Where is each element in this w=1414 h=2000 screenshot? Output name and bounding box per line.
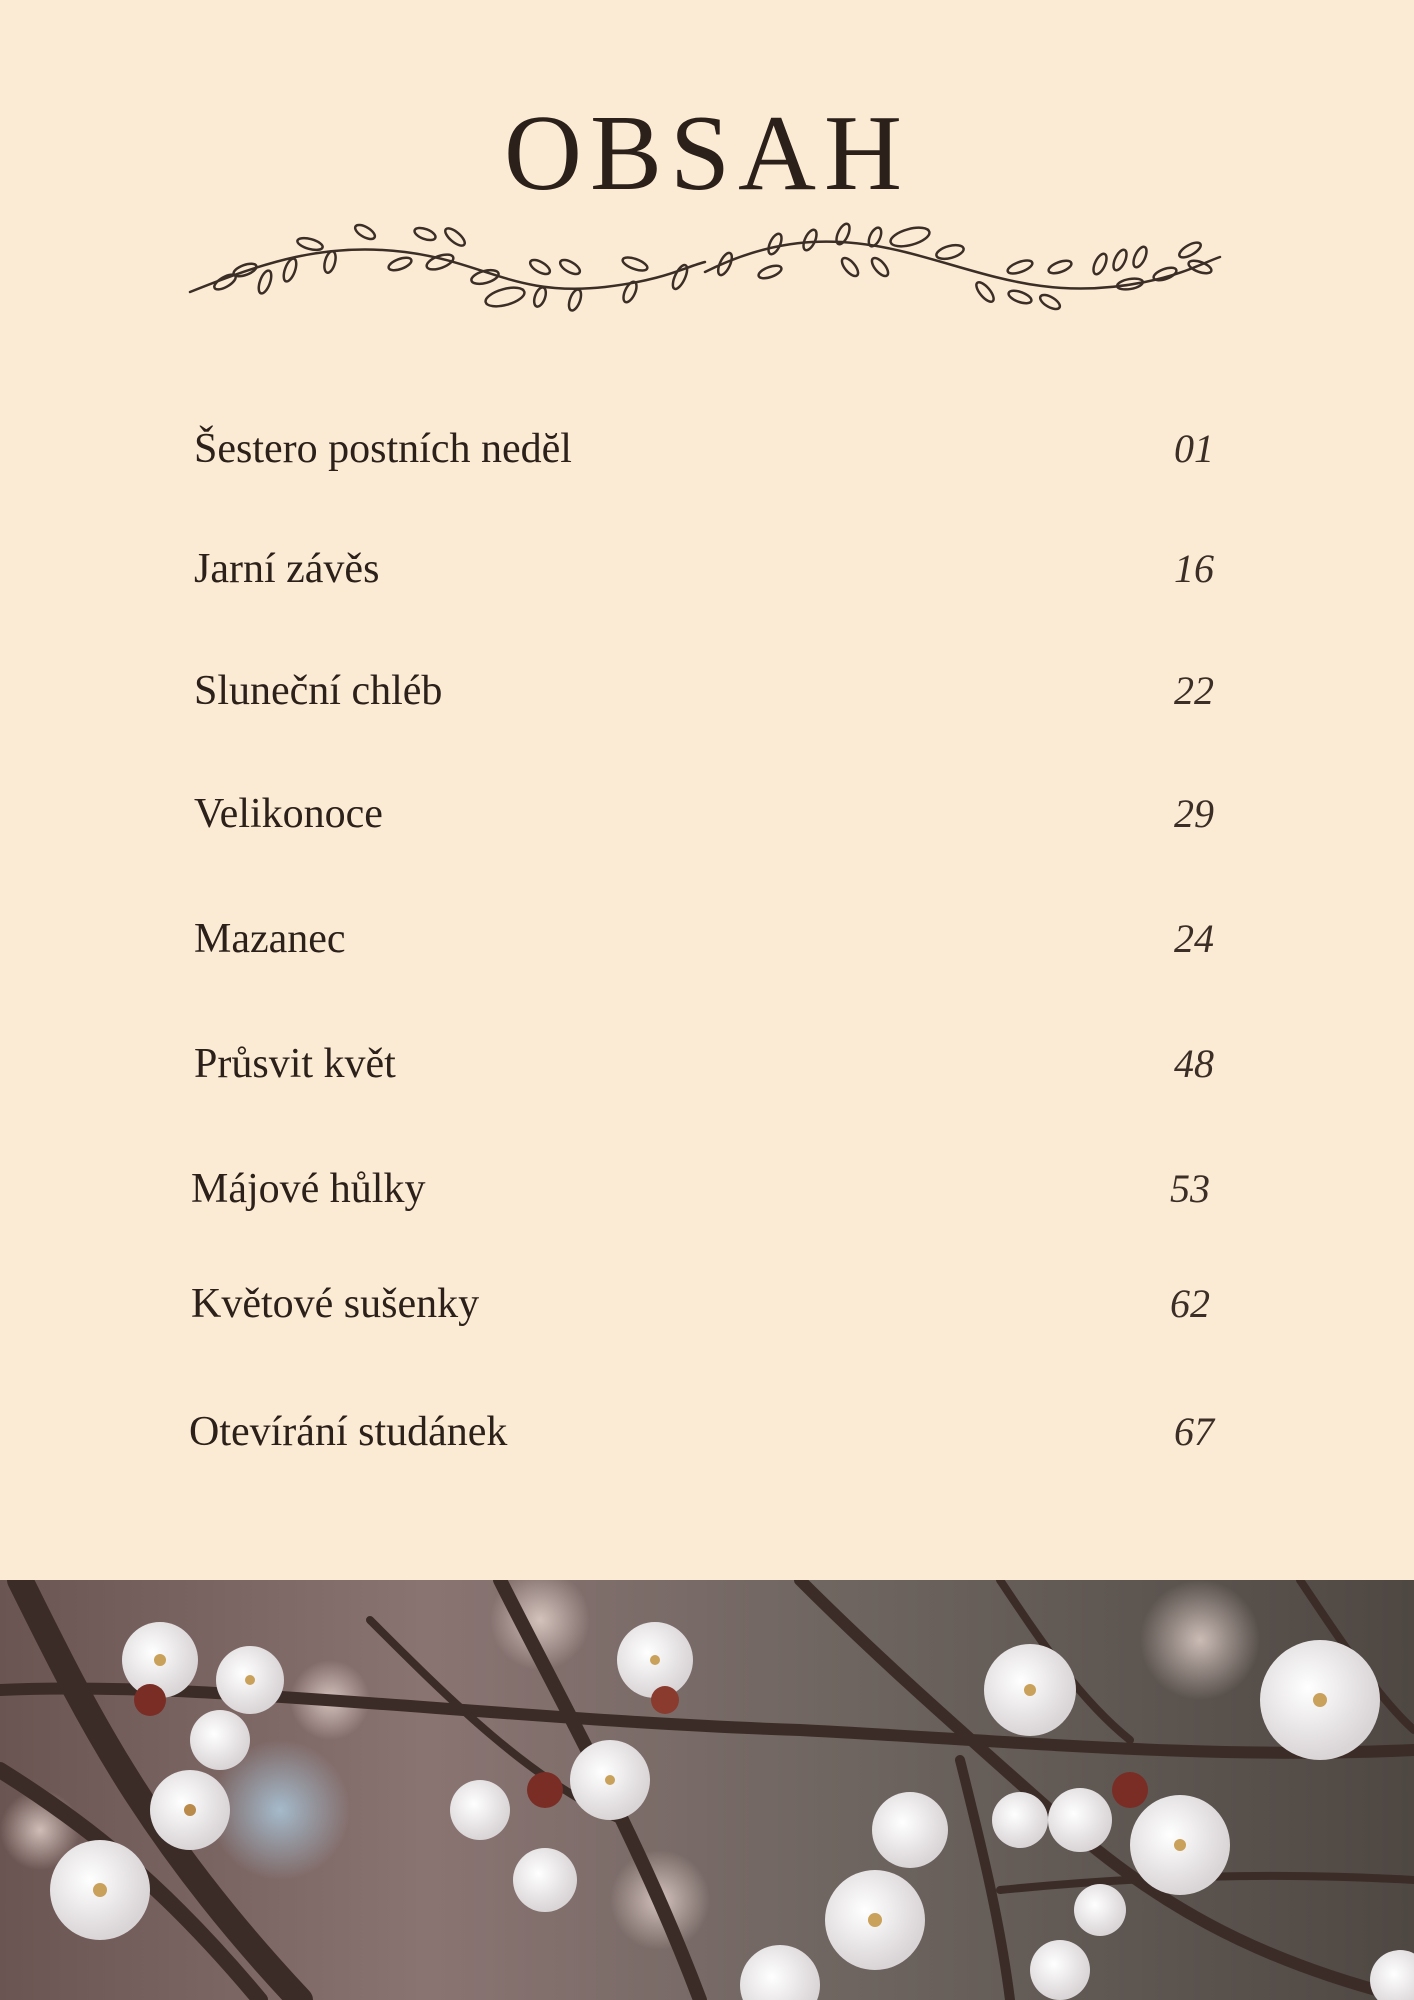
toc-entry xyxy=(0,545,1414,615)
toc-entry xyxy=(0,1040,1414,1110)
toc-entry-title: Sluneční chléb xyxy=(194,668,443,714)
toc-entry xyxy=(0,425,1414,495)
toc-entry-title: Mazanec xyxy=(194,916,346,962)
toc-entry-page: 16 xyxy=(1174,546,1214,591)
toc-entry-page: 22 xyxy=(1174,668,1214,713)
toc-entry xyxy=(0,1165,1414,1235)
toc-entry-title: Otevírání studánek xyxy=(189,1409,508,1455)
toc-entry-page: 53 xyxy=(1170,1166,1210,1211)
page-title: OBSAH xyxy=(503,94,911,213)
toc-entry-title: Velikonoce xyxy=(194,791,383,837)
toc-entry-page: 24 xyxy=(1174,916,1214,961)
toc-entry xyxy=(0,1280,1414,1350)
toc-entry-title: Šestero postních nedĕl xyxy=(194,426,572,472)
toc-entry-page: 67 xyxy=(1174,1409,1214,1454)
toc-entry-page: 48 xyxy=(1174,1041,1214,1086)
toc-entry-page: 62 xyxy=(1170,1281,1210,1326)
toc-entry-page: 29 xyxy=(1174,791,1214,836)
toc-entry-title: Květové sušenky xyxy=(191,1281,480,1327)
toc-entry-title: Májové hůlky xyxy=(191,1166,426,1212)
toc-entry xyxy=(0,1408,1414,1478)
toc-entry-title: Průsvit květ xyxy=(194,1041,396,1087)
toc-entry-title: Jarní závěs xyxy=(194,546,380,592)
toc-entry xyxy=(0,790,1414,860)
blossom-photo xyxy=(0,1580,1414,2000)
toc-entry xyxy=(0,667,1414,737)
toc-entry xyxy=(0,915,1414,985)
toc-entry-page: 01 xyxy=(1174,426,1214,471)
